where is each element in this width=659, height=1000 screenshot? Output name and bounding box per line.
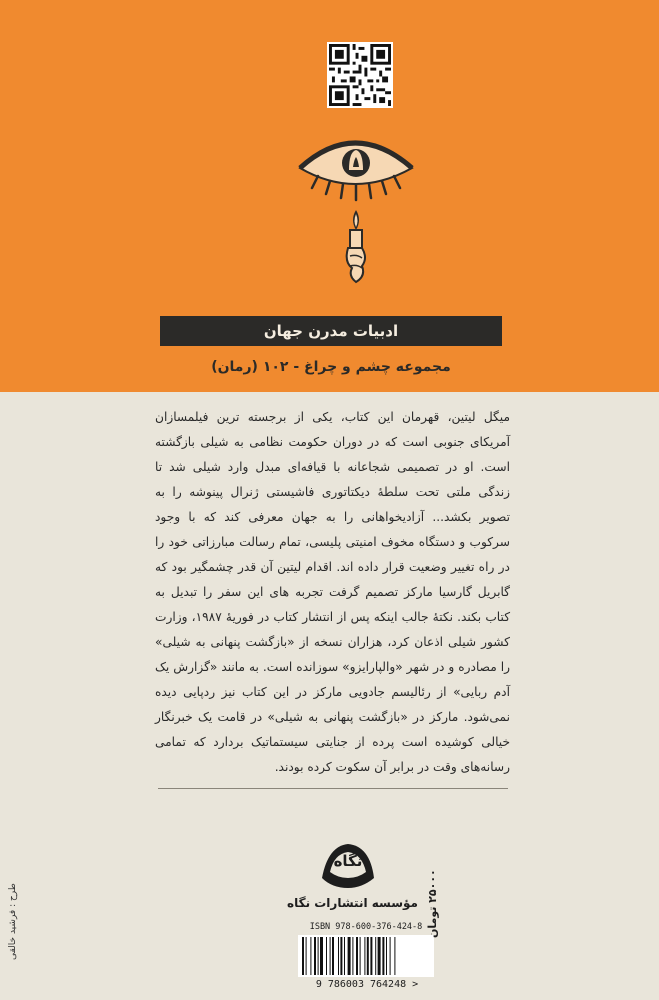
barcode-bar (348, 937, 351, 975)
barcode-bar (332, 937, 334, 975)
barcode-bar (375, 937, 376, 975)
barcode-bars (298, 935, 434, 977)
barcode-number: 9 786003 764248 > (315, 979, 419, 990)
publisher-name: مؤسسه انتشارات نگاه (287, 896, 418, 910)
barcode-bar (378, 937, 381, 975)
barcode-bar (386, 937, 387, 975)
barcode-bar (360, 937, 361, 975)
collection-subtitle: مجموعه چشم و چراغ - ۱۰۲ (رمان) (211, 359, 451, 375)
barcode-bar (370, 937, 372, 975)
designer-credit: طرح : فرشید خالقی (8, 883, 18, 960)
book-description: میگل لیتین، قهرمان این کتاب، یکی از برجسته ترین فیلمسازان آمریکای جنوبی است که در دوران حکومت نظامی به شیلی بازگشته است. او در تصمیمی شجاعانه با قیافه‌ای مبدل وارد شیلی شد تا زندگی ملتی تحت سلطهٔ دیکتاتوری فاشیستی ژنرال پینوشه را به تصویر بکشد... آزادیخواهانی را به جهان معرفی کند که با وجود سرکوب و دستگاه مخوف امنیتی پلیسی، تمام رسالت مبارزاتی خود را در راه تغییر وضعیت قرار داده اند. اقدام لیتین آن قدر چشمگیر بود که گابریل گارسیا مارکز تصمیم گرفت تجربه های این سفر را تبدیل به کتاب بکند. نکتهٔ جالب اینکه پس از انتشار کتاب در فوریهٔ ۱۹۸۷، وزارت کشور شیلی اذعان کرد، هزاران نسخه از «بازگشت پنهانی به شیلی» را مصادره و در شهر «والپارایزو» سوزانده است. به مانند «گزارش یک آدم ربایی» از رئالیسم جادویی مارکز در این کتاب نیز ردپایی دیده نمی‌شود. مارکز در «بازگشت پنهانی به شیلی» در قامت یک خبرنگار خیالی کوشیده است پرده از جنایتی سیستماتیک بردارد که تمامی رسانه‌های وقت در برابر آن سکوت کرده بودند. (155, 410, 510, 774)
barcode-bar (320, 937, 323, 975)
barcode-bar (302, 937, 304, 975)
barcode-bar (352, 937, 353, 975)
barcode-bar (364, 937, 365, 975)
barcode-bar (338, 937, 339, 975)
barcode-bar (367, 937, 369, 975)
barcode-bar (310, 937, 311, 975)
barcode-bar (340, 937, 342, 975)
barcode-bar (390, 937, 391, 975)
barcode-bar (306, 937, 307, 975)
barcode-bar (394, 937, 395, 975)
eye-and-lamp-emblem-icon (0, 0, 659, 300)
barcode-bar (318, 937, 319, 975)
barcode (298, 935, 434, 977)
barcode-bar (344, 937, 345, 975)
series-title-band: ادبیات مدرن جهان (160, 316, 502, 346)
barcode-bar (330, 937, 331, 975)
barcode-bar (382, 937, 384, 975)
barcode-bar (314, 937, 316, 975)
price-label: ۲۵۰۰۰ تومان (426, 869, 439, 938)
barcode-bar (356, 937, 358, 975)
isbn-label: ISBN 978-600-376-424-8 (309, 922, 423, 932)
publisher-logo (318, 838, 378, 894)
barcode-bar (326, 937, 327, 975)
divider-line (158, 788, 508, 789)
publisher-logo-text: نگاه (333, 852, 363, 870)
